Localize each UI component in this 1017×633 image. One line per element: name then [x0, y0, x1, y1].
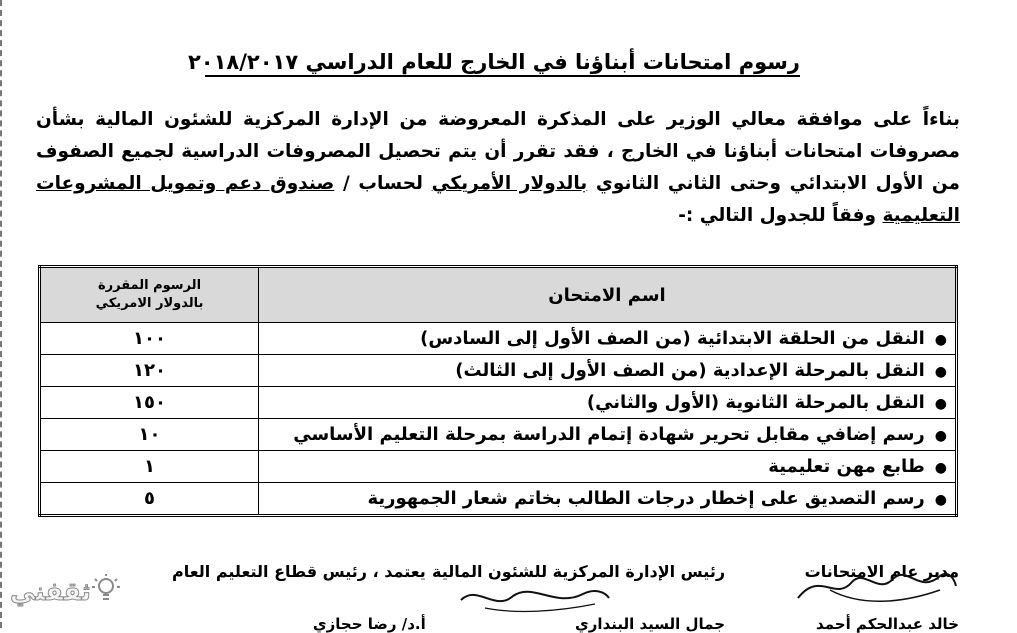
signature-title: يعتمد ، رئيس قطاع التعليم العام: [172, 562, 426, 581]
fee-cell: ٥: [40, 483, 259, 516]
bullet-icon: ●: [934, 364, 947, 380]
exam-cell: [259, 419, 957, 451]
bullet-icon: ●: [934, 396, 947, 412]
bullet-icon: ●: [934, 492, 947, 508]
table-row: [40, 323, 957, 355]
exam-fees-table: [38, 265, 958, 517]
signatory-name: جمال السيد البنداري: [575, 615, 726, 633]
exam-name: النقل بالمرحلة الثانوية (الأول والثاني): [586, 392, 925, 413]
bullet-icon: ●: [934, 428, 947, 444]
header-exam-name: اسم الامتحان: [259, 267, 957, 323]
fee-cell: ١٠: [40, 419, 259, 451]
handwritten-signature-2: [455, 578, 615, 618]
table-row: [40, 419, 957, 451]
bullet-icon: ●: [934, 332, 947, 348]
fee-cell: ١: [40, 451, 259, 483]
paragraph-currency: بالدولار الأمريكي: [431, 173, 588, 194]
signatory-name: أ.د/ رضا حجازي: [312, 615, 426, 633]
lightbulb-icon: [91, 573, 121, 609]
site-watermark: [10, 573, 121, 609]
signature-title: رئيس الإدارة المركزية للشئون المالية: [432, 562, 726, 581]
exam-name: النقل بالمرحلة الإعدادية (من الصف الأول إلى الثالث): [455, 360, 925, 381]
paragraph-text-5: وفقاً للجدول التالي :-: [678, 205, 883, 226]
fee-cell: ١٠٠: [40, 323, 259, 355]
table-row: [40, 483, 957, 516]
watermark-text: ثقفني: [10, 576, 91, 606]
handwritten-signature-1: [790, 560, 960, 610]
fee-cell: ١٥٠: [40, 387, 259, 419]
document-title: رسوم امتحانات أبناؤنا في الخارج للعام الدراسي ٢٠١٨/٢٠١٧: [205, 50, 800, 77]
exam-cell: [259, 451, 957, 483]
header-fee-line1: الرسوم المقررة: [97, 278, 202, 293]
table-row: [40, 355, 957, 387]
exam-cell: [259, 387, 957, 419]
paragraph-text-1: بناءاً على موافقة معالي الوزير على المذكرة المعروضة من الإدارة المركزية للشئون المالية بشأن مصروفات امتحانات أبناؤنا في الخارج ، فقد تقرر أن يتم تحصيل المصروفات الدراسية لجميع الصفوف من الأول الابتدائي وحتى الثاني الثانوي: [36, 109, 960, 194]
header-fee: [40, 267, 259, 323]
exam-cell: [259, 355, 957, 387]
signatory-name: خالد عبدالحكم أحمد: [816, 615, 959, 633]
decision-paragraph: [36, 104, 960, 232]
exam-name: رسم إضافي مقابل تحرير شهادة إتمام الدراسة بمرحلة التعليم الأساسي: [293, 424, 925, 445]
table-header-row: [40, 267, 957, 323]
signature-block-sector-head: [172, 562, 426, 633]
paragraph-text-3: لحساب /: [334, 173, 432, 194]
bullet-icon: ●: [934, 460, 947, 476]
table-row: [40, 451, 957, 483]
signature-title: مدير عام الامتحانات: [804, 562, 959, 581]
fee-cell: ١٢٠: [40, 355, 259, 387]
exam-name: النقل من الحلقة الابتدائية (من الصف الأول إلى السادس): [420, 328, 925, 349]
exam-name: رسم التصديق على إخطار درجات الطالب بخاتم شعار الجمهورية: [367, 488, 925, 509]
exam-cell: [259, 323, 957, 355]
table-row: [40, 387, 957, 419]
exam-name: طابع مهن تعليمية: [768, 456, 925, 477]
header-fee-line2: بالدولار الامريكي: [95, 296, 204, 311]
page-edge: [0, 0, 6, 628]
exam-cell: [259, 483, 957, 516]
paragraph-fund-name: صندوق دعم وتمويل المشروعات التعليمية: [36, 173, 960, 226]
